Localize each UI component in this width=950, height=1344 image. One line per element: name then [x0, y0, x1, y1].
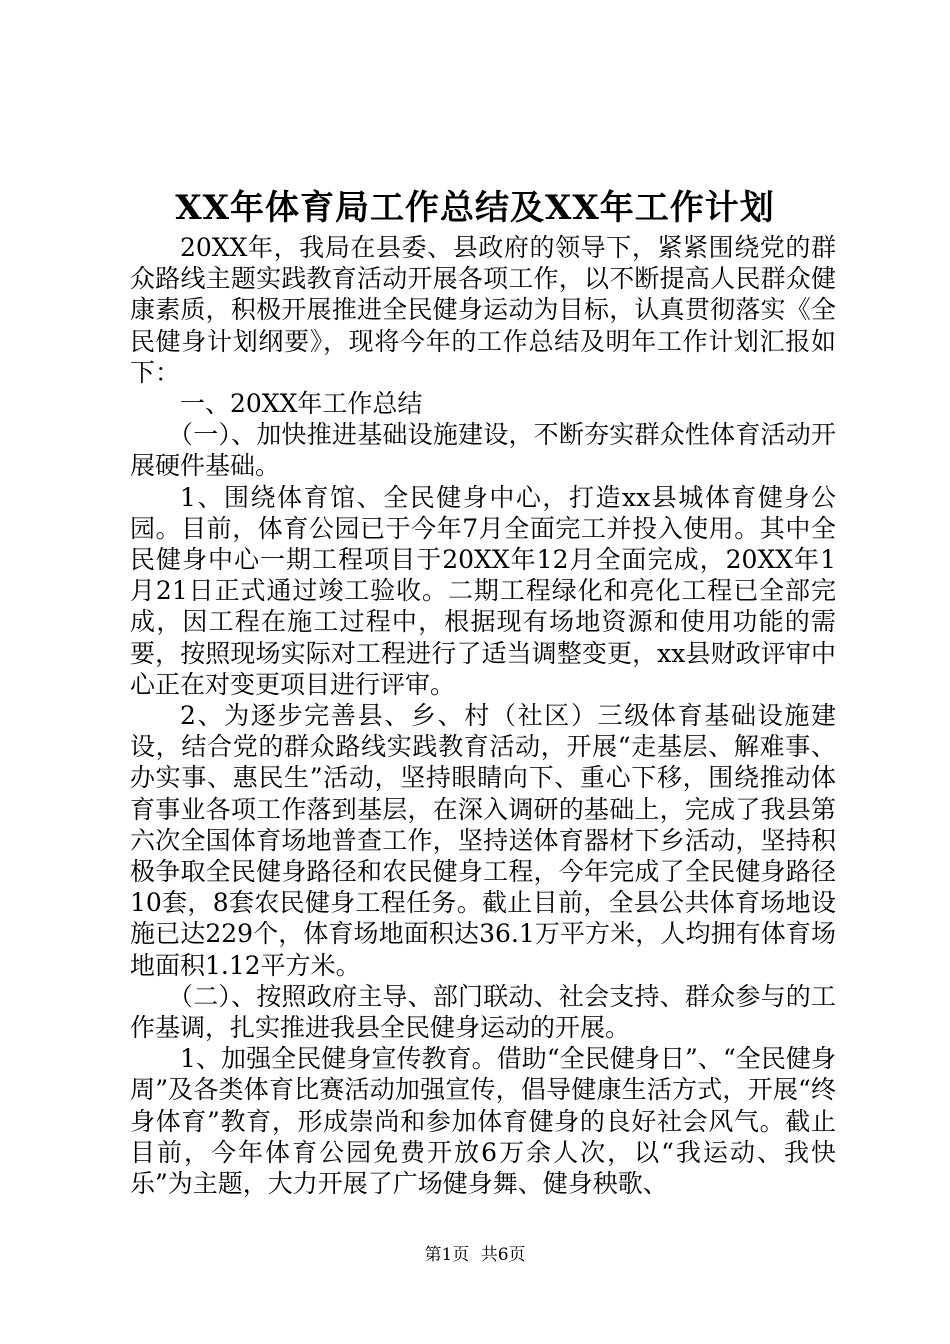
- body-paragraph: 2、为逐步完善县、乡、村（社区）三级体育基础设施建设，结合党的群众路线实践教育活动，开展“走基层、解难事、办实事、惠民生”活动，坚持眼睛向下、重心下移，围绕推动体育事业各项工作落到基层，在深入调研的基础上，完成了我县第六次全国体育场地普查工作，坚持送体育器材下乡活动，坚持积极争取全民健身路径和农民健身工程，今年完成了全民健身路径10套，8套农民健身工程任务。截止目前，全县公共体育场地设施已达229个，体育场地面积达36.1万平方米，人均拥有体育场地面积1.12平方米。: [130, 701, 836, 980]
- intro-paragraph: 20XX年，我局在县委、县政府的领导下，紧紧围绕党的群众路线主题实践教育活动开展各项工作，以不断提高人民群众健康素质，积极开展推进全民健身运动为目标，认真贯彻落实《全民健身计划纲要》，现将今年的工作总结及明年工作计划汇报如下：: [130, 233, 836, 387]
- page-footer: [0, 1244, 950, 1266]
- body-paragraph: 1、加强全民健身宣传教育。借助“全民健身日”、“全民健身周”及各类体育比赛活动加强宣传，倡导健康生活方式，开展“终身体育”教育，形成崇尚和参加体育健身的良好社会风气。截止目前，今年体育公园免费开放6万余人次，以“我运动、我快乐”为主题，大力开展了广场健身舞、健身秧歌、: [130, 1044, 836, 1199]
- subsection-heading: （二）、按照政府主导、部门联动、社会支持、群众参与的工作基调，扎实推进我县全民健身运动的开展。: [130, 981, 836, 1043]
- document-body: [130, 232, 836, 1199]
- page-number: 第1页: [424, 1245, 470, 1265]
- section-heading: 一、20XX年工作总结: [180, 389, 423, 419]
- document-title: XX年体育局工作总结及XX年工作计划: [175, 188, 775, 228]
- body-paragraph: 1、围绕体育馆、全民健身中心，打造xx县城体育健身公园。目前，体育公园已于今年7月全面完工并投入使用。其中全民健身中心一期工程项目于20XX年12月全面完成，20XX年1月21日正式通过竣工验收。二期工程绿化和亮化工程已全部完成，因工程在施工过程中，根据现有场地资源和使用功能的需要，按照现场实际对工程进行了适当调整变更，xx县财政评审中心正在对变更项目进行评审。: [130, 482, 836, 699]
- page-total: 共6页: [480, 1245, 526, 1265]
- subsection-heading: （一）、加快推进基础设施建设，不断夯实群众性体育活动开展硬件基础。: [130, 420, 836, 481]
